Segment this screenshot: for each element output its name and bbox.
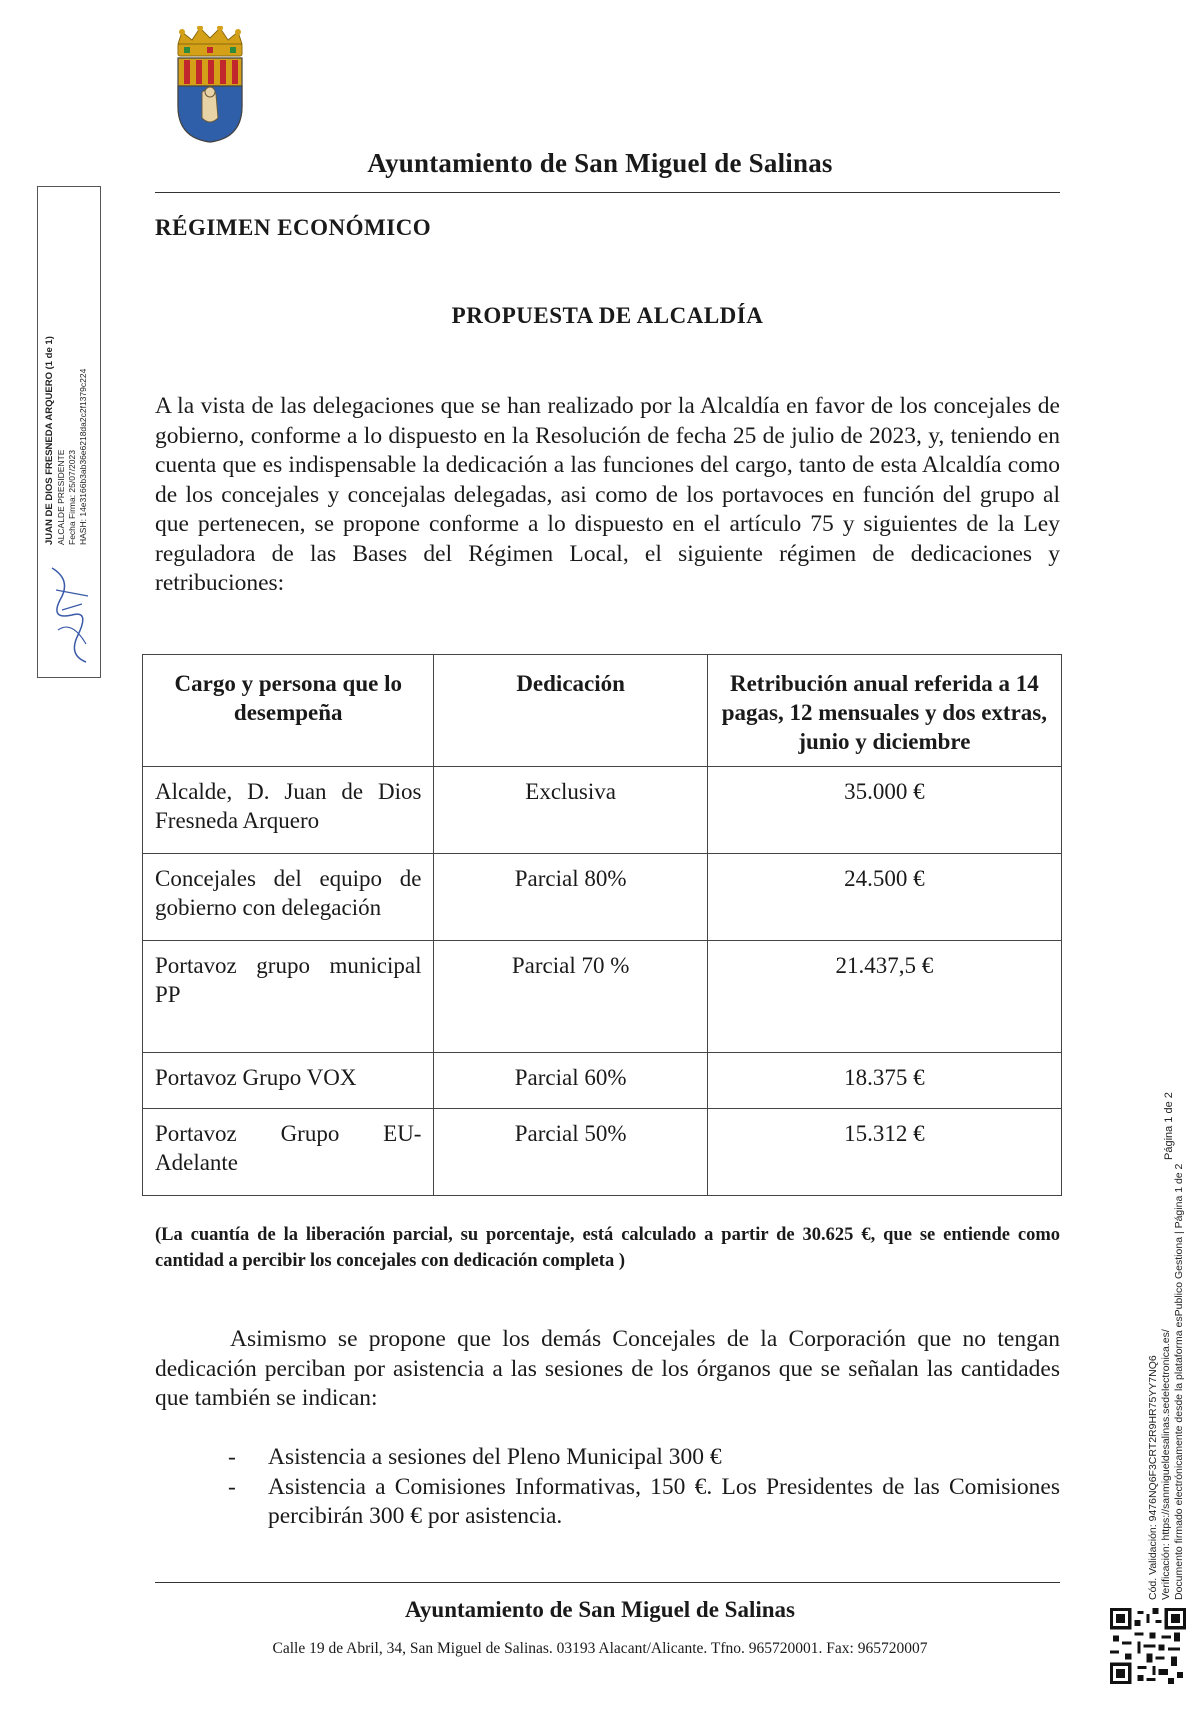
column-header-retribucion: Retribución anual referida a 14 pagas, 12 mensuales y dos extras, junio y diciembre — [707, 655, 1061, 767]
cell-dedicacion: Parcial 60% — [434, 1053, 707, 1109]
cell-retribucion: 15.312 € — [707, 1109, 1061, 1196]
municipal-coat-of-arms-icon — [172, 26, 248, 144]
table-row — [143, 854, 1062, 941]
header-title: Ayuntamiento de San Miguel de Salinas — [367, 148, 833, 178]
cell-dedicacion: Exclusiva — [434, 767, 707, 854]
qr-code-icon — [1110, 1608, 1186, 1684]
table-row — [143, 1109, 1062, 1196]
footer-address: Calle 19 de Abril, 34, San Miguel de Salinas. 03193 Alacant/Alicante. Tfno. 965720001. Fax: 965720007 — [272, 1640, 928, 1657]
signer-role: ALCALDE PRESIDENTE — [56, 449, 66, 545]
table-row — [143, 1053, 1062, 1109]
intro-paragraph: A la vista de las delegaciones que se han realizado por la Alcaldía en favor de los concejales de gobierno, conforme a lo dispuesto en la Resolución de fecha 25 de julio de 2023, y, teniendo en cuenta que es indispensable la dedicación a las funciones del cargo, tanto de esta Alcaldía como de los concejales y concejalas delegadas, asi como de los portavoces en función del grupo al que pertenecen, se propone conforme a lo dispuesto en el artículo 75 y siguientes de la Ley reguladora de las Bases del Régimen Local, el siguiente régimen de dedicaciones y retribuciones: — [155, 393, 1060, 596]
section-heading: RÉGIMEN ECONÓMICO — [155, 215, 432, 240]
header-divider — [155, 192, 1060, 193]
cell-dedicacion: Parcial 80% — [434, 854, 707, 941]
verification-url: Verificación: https://sanmigueldesalinas.sedelectronica.es/ — [1160, 1329, 1172, 1600]
cell-retribucion: 24.500 € — [707, 854, 1061, 941]
proposal-title: PROPUESTA DE ALCALDÍA — [451, 303, 764, 328]
cell-cargo: Portavoz grupo municipal PP — [143, 941, 434, 1053]
validation-code: Cód. Validación: 9476NQ6F3CRT2R9HR75YY7NQ6 — [1147, 1355, 1159, 1600]
cell-retribucion: 18.375 € — [707, 1053, 1061, 1109]
cell-retribucion: 35.000 € — [707, 767, 1061, 854]
column-header-cargo: Cargo y persona que lo desempeña — [143, 655, 434, 767]
list-item: - Asistencia a sesiones del Pleno Municipal 300 € — [228, 1443, 1060, 1473]
footer-divider — [155, 1582, 1060, 1583]
signature-hash: HASH: 14e3166b3ab36e6218da2c2f1379c224 — [78, 368, 88, 545]
column-header-dedicacion: Dedicación — [434, 655, 707, 767]
cell-dedicacion: Parcial 70 % — [434, 941, 707, 1053]
page-indicator: Página 1 de 2 — [1163, 1092, 1175, 1160]
table-header-row — [143, 655, 1062, 767]
cell-dedicacion: Parcial 50% — [434, 1109, 707, 1196]
list-item: - Asistencia a Comisiones Informativas, 150 €. Los Presidentes de las Comisiones percibirán 300 € por asistencia. — [228, 1473, 1060, 1532]
cell-cargo: Portavoz Grupo VOX — [143, 1053, 434, 1109]
attendance-list — [228, 1443, 1060, 1532]
cell-cargo: Alcalde, D. Juan de Dios Fresneda Arquero — [143, 767, 434, 854]
signer-name: JUAN DE DIOS FRESNEDA ARQUERO (1 de 1) — [44, 336, 55, 545]
table-row — [143, 941, 1062, 1053]
calculation-note: (La cuantía de la liberación parcial, su porcentaje, está calculado a partir de 30.625 €, que se entiende como cantidad a percibir los concejales con dedicación completa ) — [155, 1225, 1060, 1271]
attendance-paragraph: Asimismo se propone que los demás Concejales de la Corporación que no tengan dedicación perciban por asistencia a las sesiones de los órganos que se señalan las cantidades que también se indican: — [155, 1326, 1060, 1411]
cell-cargo: Concejales del equipo de gobierno con delegación — [143, 854, 434, 941]
footer-title: Ayuntamiento de San Miguel de Salinas — [405, 1597, 795, 1622]
retribution-table — [142, 654, 1062, 1196]
handwritten-signature-icon — [42, 560, 98, 670]
signature-date: Fecha Firma: 25/07/2023 — [67, 450, 77, 545]
cell-cargo: Portavoz Grupo EU-Adelante — [143, 1109, 434, 1196]
table-row — [143, 767, 1062, 854]
cell-retribucion: 21.437,5 € — [707, 941, 1061, 1053]
platform-note: Documento firmado electrónicamente desde la plataforma esPublico Gestiona | Página 1 de 2 — [1173, 1163, 1185, 1600]
